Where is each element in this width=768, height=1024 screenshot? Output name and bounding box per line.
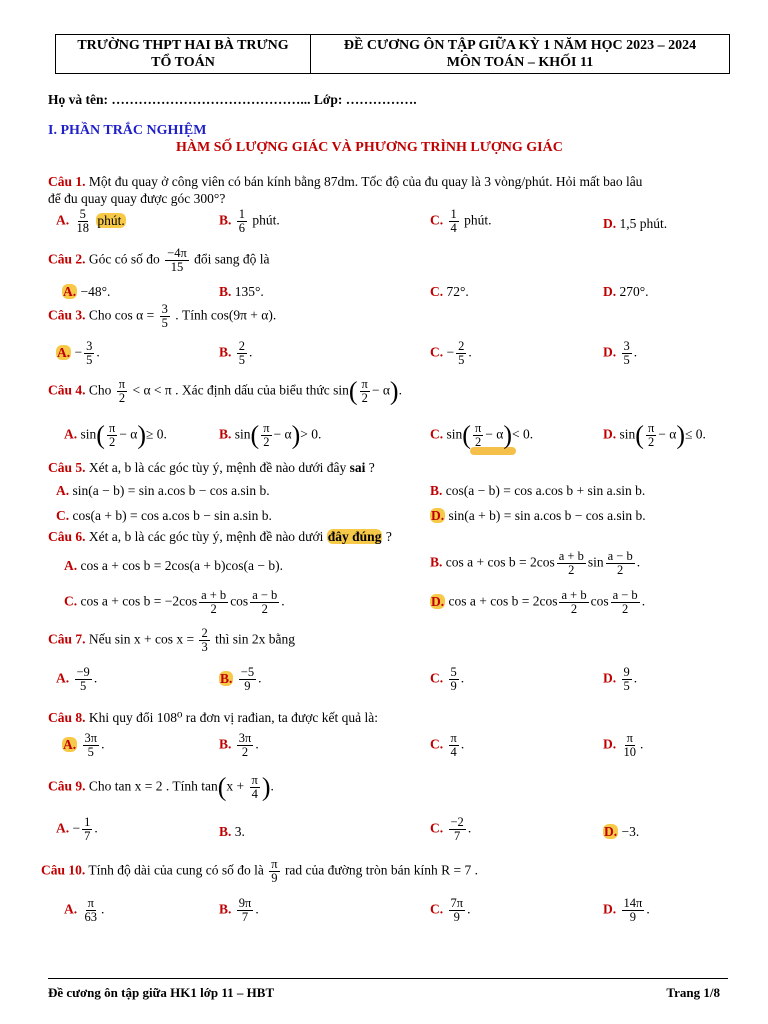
question-5-option-a: A. sin(a − b) = sin a.cos b − cos a.sin b. xyxy=(56,483,270,498)
question-10-option-b: B. $\frac{9\pi}{7}$ . xyxy=(219,896,259,924)
school-block xyxy=(56,35,311,73)
question-6-option-d: D. cos a + cos b = 2cos $\frac{a + b}{2}$ cos $\frac{a - b}{2}$ . xyxy=(431,588,646,616)
subject-line: MÔN TOÁN – KHỐI 11 xyxy=(446,55,594,70)
section-subtitle: HÀM SỐ LƯỢNG GIÁC VÀ PHƯƠNG TRÌNH LƯỢNG GIÁC xyxy=(176,140,563,155)
question-2-option-c: C. 72°. xyxy=(430,284,469,299)
question-7-option-a: A. $\frac{-9}{5}$ . xyxy=(56,665,98,693)
question-9-option-c: C. $\frac{-2}{7}$ . xyxy=(430,815,472,843)
question-3-option-b: B. $\frac{2}{5}$ . xyxy=(219,339,253,367)
highlight-mark: D. xyxy=(604,824,618,839)
question-1-line-2: để đu quay quay được góc 300°? xyxy=(48,191,226,206)
question-6-option-b: B. cos a + cos b = 2cos $\frac{a + b}{2}$ sin $\frac{a - b}{2}$ . xyxy=(430,549,641,577)
question-8-option-b: B. $\frac{3\pi}{2}$ . xyxy=(219,731,259,759)
question-2-option-b: B. 135°. xyxy=(219,284,264,299)
question-6-option-c: C. cos a + cos b = −2cos $\frac{a + b}{2}$ cos $\frac{a - b}{2}$ . xyxy=(64,588,285,616)
section-title: I. PHẦN TRẮC NGHIỆM xyxy=(48,123,207,138)
question-8-option-d: D. $\frac{\pi}{10}$ . xyxy=(603,731,644,759)
question-1-option-d: D. 1,5 phút. xyxy=(603,216,668,231)
highlight-mark: A. xyxy=(63,736,77,752)
question-5-option-b: B. cos(a − b) = cos a.cos b + sin a.sin b. xyxy=(430,483,646,498)
footer-left-text: Đề cương ôn tập giữa HK1 lớp 11 – HBT xyxy=(48,985,275,1000)
question-8-option-c: C. $\frac{\pi}{4}$ . xyxy=(430,731,465,759)
question-6-stem: Câu 6. Xét a, b là các góc tùy ý, mệnh đề nào dưới đây đúng ? xyxy=(48,529,392,544)
question-4-option-b: B. sin( $\frac{\pi}{2}$ − α)> 0. xyxy=(219,420,322,450)
highlight-mark: đây đúng xyxy=(327,529,382,544)
question-3-option-c: C. − $\frac{2}{5}$ . xyxy=(430,339,472,367)
highlight-mark: D. xyxy=(431,593,445,609)
question-1-line-1: Câu 1. Một đu quay ở công viên có bán kính bằng 87dm. Tốc độ của đu quay là 3 vòng/phút. Hỏi mất bao lâu xyxy=(48,174,643,189)
question-2-option-d: D. 270°. xyxy=(603,284,649,299)
question-10-stem: Câu 10. Tính độ dài của cung có số đo là $\frac{\pi}{9}$ rad của đường tròn bán kính R = 7 . xyxy=(41,857,478,885)
question-2-stem: Câu 2. Góc có số đo $\frac{-4\pi}{15}$ đổi sang độ là xyxy=(48,246,270,274)
footer-divider xyxy=(48,978,728,979)
question-7-option-c: C. $\frac{5}{9}$ . xyxy=(430,665,465,693)
question-4-option-c: C. sin( $\frac{\pi}{2}$ − α)< 0. xyxy=(430,420,534,450)
question-4-stem: Câu 4. Cho $\frac{\pi}{2}$ < α < π . Xác định dấu của biểu thức sin( $\frac{\pi}{2}$ − α). xyxy=(48,376,402,406)
school-name: TRƯỜNG THPT HAI BÀ TRƯNG xyxy=(77,38,289,53)
question-7-stem: Câu 7. Nếu sin x + cos x = $\frac{2}{3}$ thì sin 2x bằng xyxy=(48,626,295,654)
question-9-option-d: D. −3. xyxy=(604,824,640,839)
highlight-mark: phút. xyxy=(97,212,125,228)
question-10-option-c: C. $\frac{7\pi}{9}$ . xyxy=(430,896,471,924)
question-7-option-b: B. $\frac{-5}{9}$ . xyxy=(220,665,262,693)
highlight-mark: B. xyxy=(220,670,233,686)
question-2-option-a: A. −48°. xyxy=(63,284,111,299)
highlight-mark: D. xyxy=(431,508,445,523)
department-name: TỔ TOÁN xyxy=(151,55,215,70)
highlight-mark: A. xyxy=(57,344,71,360)
question-1-option-a: A. $\frac{5}{18}$ phút. xyxy=(56,207,125,235)
question-5-option-d: D. sin(a + b) = sin a.cos b − cos a.sin b. xyxy=(431,508,646,523)
document-header xyxy=(55,34,730,74)
question-9-option-b: B. 3. xyxy=(219,824,245,839)
question-6-option-a: A. cos a + cos b = 2cos(a + b)cos(a − b). xyxy=(64,558,284,573)
question-3-option-a: A. − $\frac{3}{5}$ . xyxy=(57,339,100,367)
document-title: ĐỀ CƯƠNG ÔN TẬP GIỮA KỲ 1 NĂM HỌC 2023 – 2024 xyxy=(343,38,697,53)
question-5-stem: Câu 5. Xét a, b là các góc tùy ý, mệnh đề nào dưới đây sai ? xyxy=(48,460,375,475)
question-10-option-a: A. $\frac{\pi}{63}$ . xyxy=(64,896,105,924)
question-9-option-a: A. − $\frac{1}{7}$ . xyxy=(56,815,98,843)
page-number: Trang 1/8 xyxy=(666,985,720,1000)
question-5-option-c: C. cos(a + b) = cos a.cos b − sin a.sin b. xyxy=(56,508,272,523)
student-info-line: Họ và tên: ……………………………………... Lớp: ……………. xyxy=(48,92,417,107)
question-3-option-d: D. $\frac{3}{5}$ . xyxy=(603,339,638,367)
question-1-option-c: C. $\frac{1}{4}$ phút. xyxy=(430,207,492,235)
question-8-stem: Câu 8. Khi quy đổi 108⁰ ra đơn vị rađian, ta được kết quả là: xyxy=(48,710,378,725)
highlight-mark: A. xyxy=(63,284,77,299)
question-3-stem: Câu 3. Cho cos α = $\frac{3}{5}$ . Tính cos(9π + α). xyxy=(48,302,277,330)
question-4-option-d: D. sin( $\frac{\pi}{2}$ − α)≤ 0. xyxy=(603,420,706,450)
question-4-option-a: A. sin( $\frac{\pi}{2}$ − α)≥ 0. xyxy=(64,420,167,450)
question-9-stem: Câu 9. Cho tan x = 2 . Tính tan(x + $\frac{\pi}{4}$ ). xyxy=(48,772,274,802)
question-7-option-d: D. $\frac{9}{5}$ . xyxy=(603,665,638,693)
question-10-option-d: D. $\frac{14\pi}{9}$ . xyxy=(603,896,650,924)
question-1-option-b: B. $\frac{1}{6}$ phút. xyxy=(219,207,280,235)
title-block xyxy=(311,35,729,73)
question-8-option-a: A. $\frac{3\pi}{5}$ . xyxy=(63,731,105,759)
